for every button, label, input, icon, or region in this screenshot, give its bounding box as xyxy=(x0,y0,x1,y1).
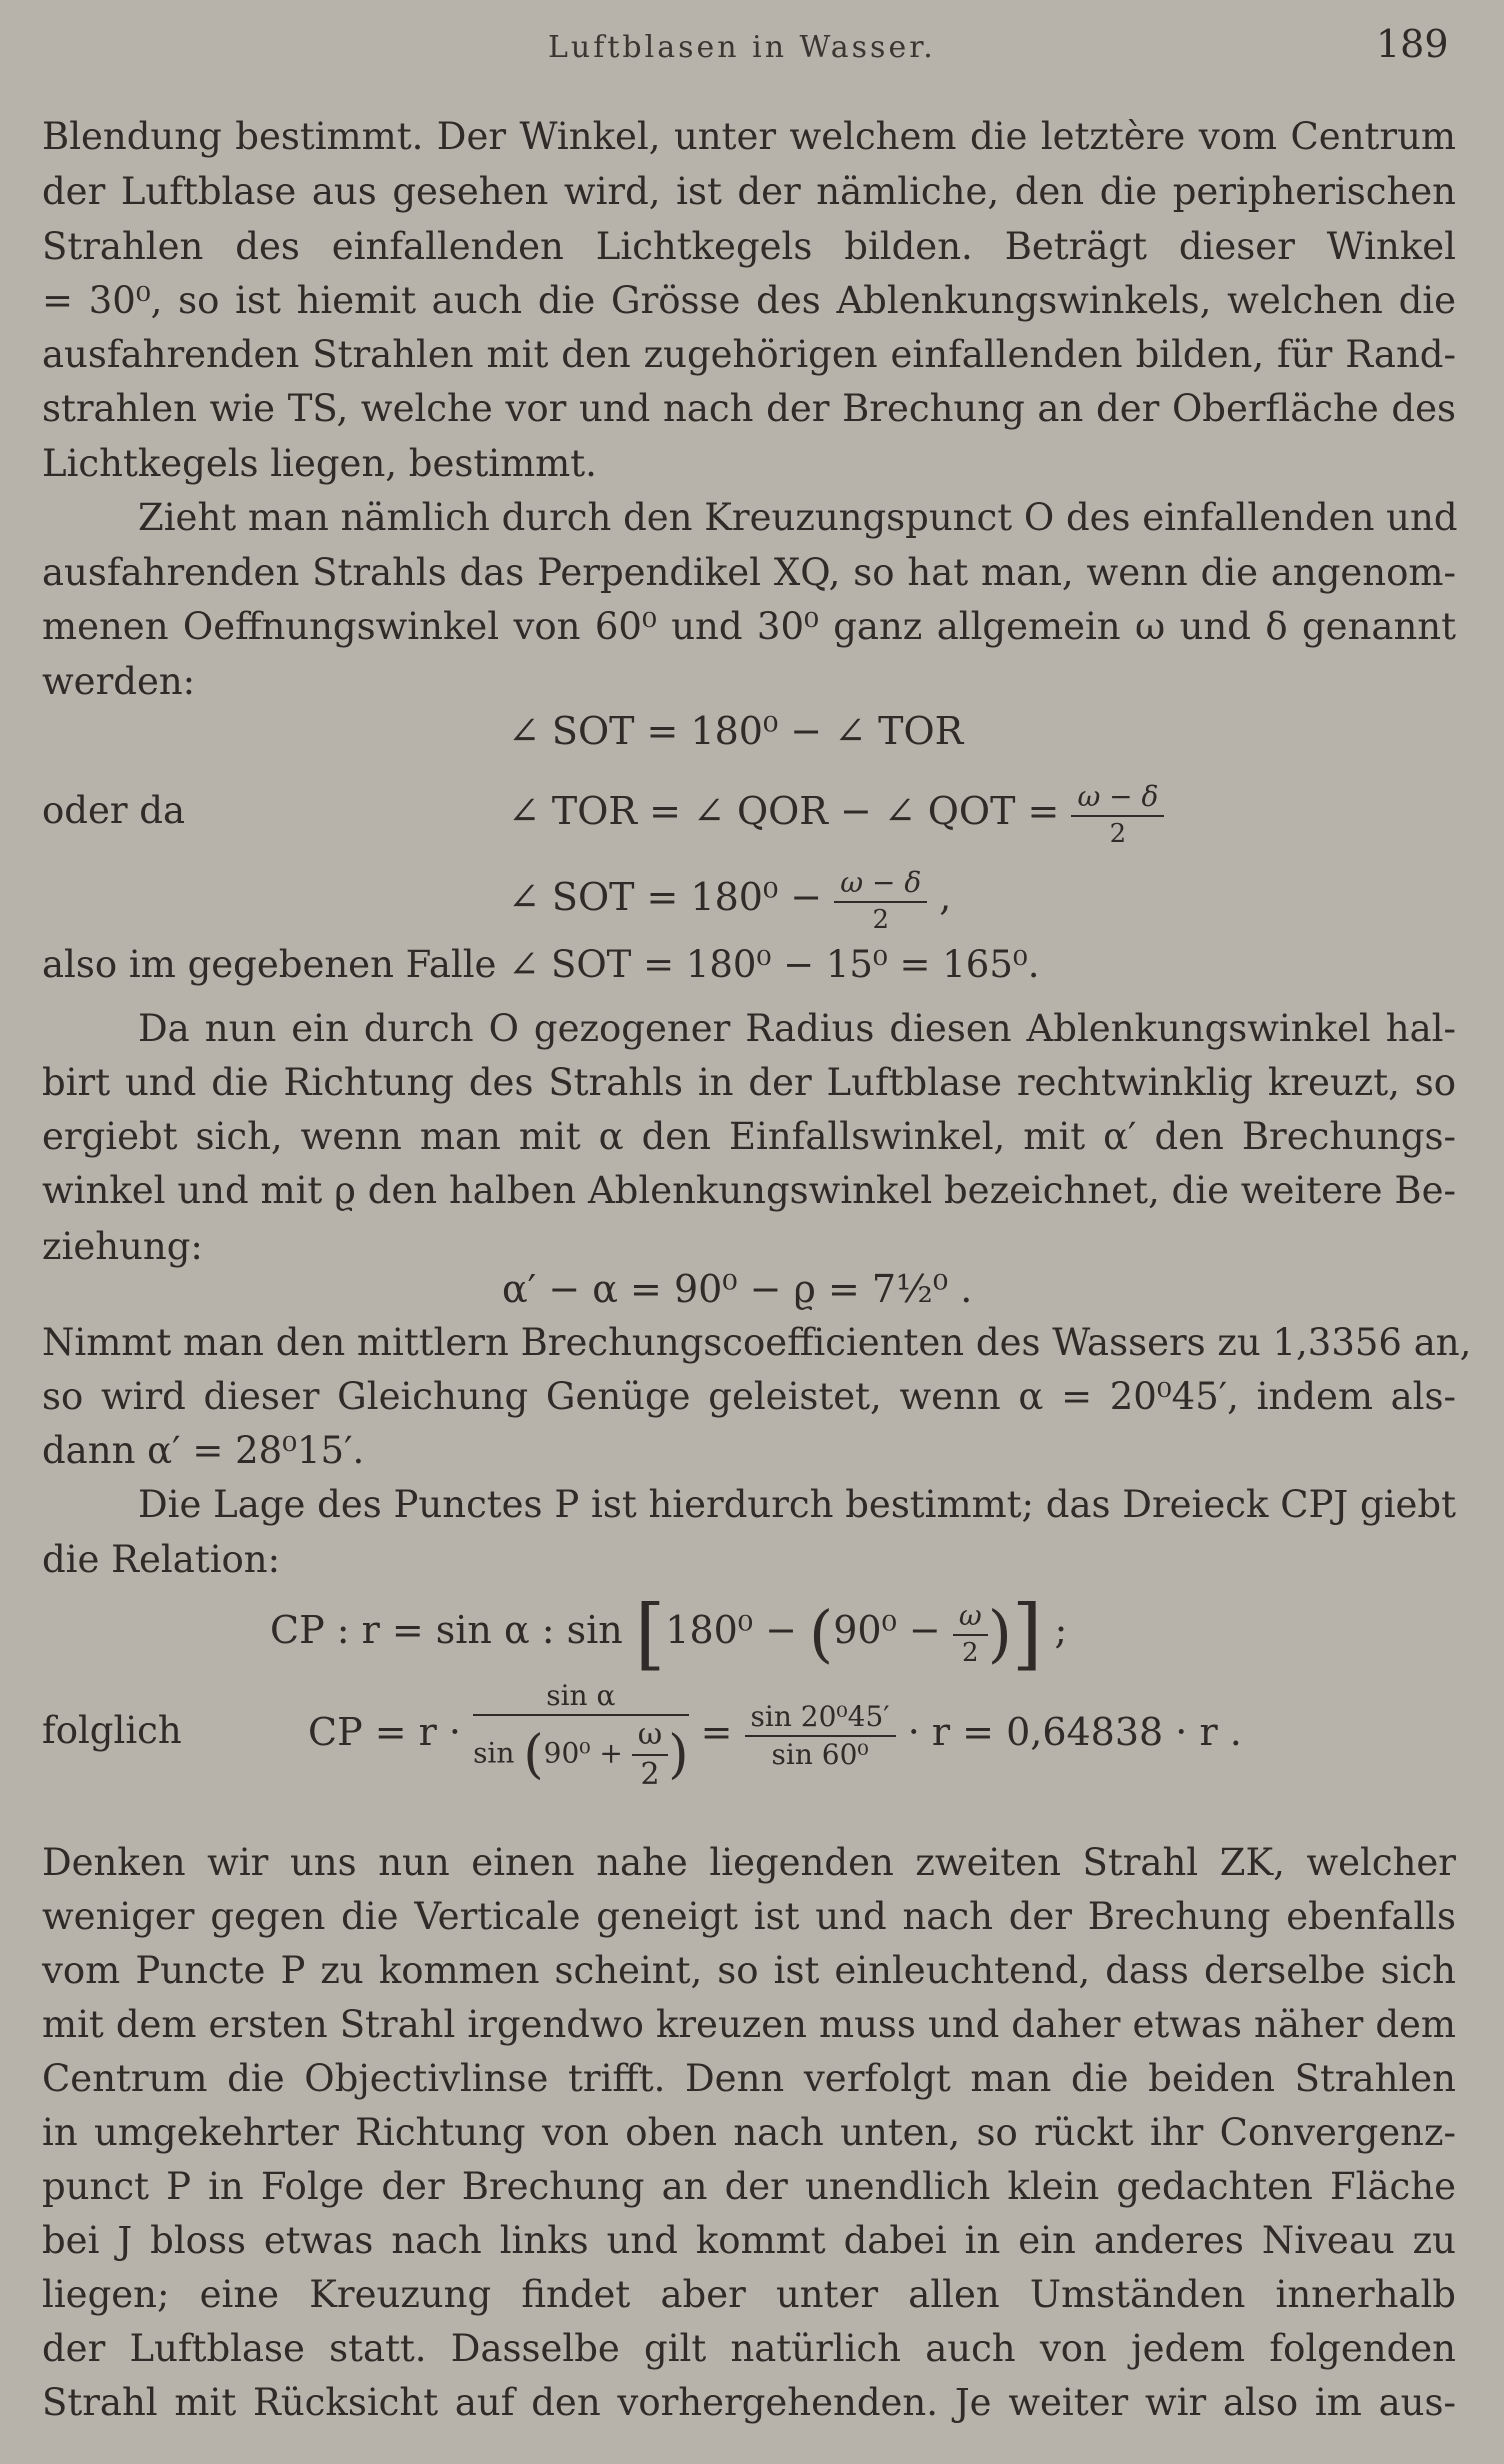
equation-lead: oder da xyxy=(42,789,186,832)
equation-tail: , xyxy=(939,875,952,919)
text-line: Blendung bestimmt. Der Winkel, unter welchem die letztère vom Centrum xyxy=(42,115,1456,158)
equation-body: ∠ TOR = ∠ QOR − ∠ QOT = xyxy=(508,789,1060,833)
open-bracket: [ xyxy=(634,1588,666,1679)
text-line: die Relation: xyxy=(42,1538,281,1581)
text-line: vom Puncte P zu kommen scheint, so ist einleuchtend, dass derselbe sich xyxy=(42,1949,1456,1992)
equation-body: ∠ SOT = 180⁰ − xyxy=(508,875,823,919)
text-line: ergiebt sich, wenn man mit α den Einfallswinkel, mit α′ den Brechungs- xyxy=(42,1115,1456,1158)
fraction xyxy=(632,1716,668,1792)
text-line: weniger gegen die Verticale geneigt ist und nach der Brechung ebenfalls xyxy=(42,1895,1456,1938)
fraction-denominator: 2 xyxy=(962,1637,979,1668)
equation: ∠ SOT = 180⁰ − ∠ TOR xyxy=(508,709,964,753)
text-line: Da nun ein durch O gezogener Radius diesen Ablenkungswinkel hal- xyxy=(138,1007,1456,1050)
equation-tail: ; xyxy=(1054,1608,1068,1652)
text-line: Nimmt man den mittlern Brechungscoefficienten des Wassers zu 1,3356 an, xyxy=(42,1321,1472,1364)
equals-sign: = xyxy=(700,1710,733,1754)
running-head xyxy=(0,22,1504,72)
fraction-denominator: sin 60⁰ xyxy=(771,1737,869,1771)
fraction xyxy=(834,865,927,935)
denominator-sin: sin xyxy=(473,1736,515,1769)
text-line: birt und die Richtung des Strahls in der Luftblase rechtwinklig kreuzt, so xyxy=(42,1061,1456,1104)
text-line: Zieht man nämlich durch den Kreuzungspunct O des einfallenden und xyxy=(138,496,1458,539)
equation-tail: · r = 0,64838 · r . xyxy=(907,1710,1242,1754)
equation-inner: 180⁰ − xyxy=(665,1608,797,1652)
close-paren: ) xyxy=(668,1724,689,1785)
equation-inner: 90⁰ − xyxy=(833,1608,941,1652)
fraction-numerator: ω − δ xyxy=(1071,783,1164,817)
text-line: mit dem ersten Strahl irgendwo kreuzen muss und daher etwas näher dem xyxy=(42,2003,1456,2046)
text-line: liegen; eine Kreuzung findet aber unter allen Umständen innerhalb xyxy=(42,2273,1456,2316)
fraction-numerator: ω xyxy=(632,1720,668,1756)
text-line: werden: xyxy=(42,660,196,703)
equation xyxy=(508,766,1164,856)
text-line: = 30⁰, so ist hiemit auch die Grösse des Ablenkungswinkels, welchen die xyxy=(42,279,1456,322)
text-line: der Luftblase aus gesehen wird, ist der nämliche, den die peripherischen xyxy=(42,170,1456,213)
fraction xyxy=(473,1678,689,1792)
fraction-numerator: sin 20⁰45′ xyxy=(745,1703,896,1737)
fraction xyxy=(745,1699,896,1771)
text-line: Denken wir uns nun einen nahe liegenden zweiten Strahl ZK, welcher xyxy=(42,1841,1456,1884)
close-paren: ) xyxy=(987,1596,1012,1670)
text-line: ausfahrenden Strahlen mit den zugehörigen einfallenden bilden, für Rand- xyxy=(42,333,1456,376)
text-line: also im gegebenen Falle ∠ SOT = 180⁰ − 15⁰ = 165⁰. xyxy=(42,943,1040,986)
text-line: ziehung: xyxy=(42,1225,203,1268)
text-line: Strahl mit Rücksicht auf den vorhergehenden. Je weiter wir also im aus- xyxy=(42,2381,1456,2424)
fraction-numerator: ω − δ xyxy=(834,869,927,903)
text-line: Strahlen des einfallenden Lichtkegels bilden. Beträgt dieser Winkel xyxy=(42,225,1456,268)
fraction-denominator xyxy=(473,1716,688,1790)
text-line: punct P in Folge der Brechung an der unendlich klein gedachten Fläche xyxy=(42,2165,1456,2208)
text-line: der Luftblase statt. Dasselbe gilt natürlich auch von jedem folgenden xyxy=(42,2327,1456,2370)
equation: α′ − α = 90⁰ − ϱ = 7½⁰ . xyxy=(502,1267,973,1311)
equation xyxy=(508,852,951,942)
text-line: bei J bloss etwas nach links und kommt dabei in ein anderes Niveau zu xyxy=(42,2219,1456,2262)
text-line: menen Oeffnungswinkel von 60⁰ und 30⁰ ganz allgemein ω und δ genannt xyxy=(42,605,1456,648)
fraction xyxy=(1071,779,1164,849)
open-paren: ( xyxy=(523,1724,544,1785)
open-paren: ( xyxy=(809,1596,834,1670)
close-bracket: ] xyxy=(1011,1588,1043,1679)
page-number: 189 xyxy=(1376,22,1449,66)
equation xyxy=(270,1580,1067,1680)
text-line: in umgekehrter Richtung von oben nach unten, so rückt ihr Convergenz- xyxy=(42,2111,1456,2154)
text-line: winkel und mit ϱ den halben Ablenkungswinkel bezeichnet, die weitere Be- xyxy=(42,1169,1456,1212)
fraction-denominator: 2 xyxy=(640,1756,660,1792)
fraction xyxy=(953,1598,988,1668)
equation xyxy=(308,1672,1242,1792)
equation-left: CP = r · xyxy=(308,1710,461,1754)
text-line: Lichtkegels liegen, bestimmt. xyxy=(42,442,597,485)
text-line: strahlen wie TS, welche vor und nach der Brechung an der Oberfläche des xyxy=(42,387,1456,430)
text-line: Centrum die Objectivlinse trifft. Denn verfolgt man die beiden Strahlen xyxy=(42,2057,1456,2100)
equation-left: CP : r = sin α : sin xyxy=(270,1608,623,1652)
equation-lead: folglich xyxy=(42,1709,182,1752)
fraction-numerator: sin α xyxy=(473,1682,688,1716)
text-line: so wird dieser Gleichung Genüge geleistet, wenn α = 20⁰45′, indem als- xyxy=(42,1375,1456,1418)
denominator-inner: 90⁰ + xyxy=(543,1736,623,1769)
fraction-denominator: 2 xyxy=(872,904,889,935)
text-line: ausfahrenden Strahls das Perpendikel XQ, so hat man, wenn die angenom- xyxy=(42,551,1456,594)
text-line: dann α′ = 28⁰15′. xyxy=(42,1429,365,1472)
fraction-denominator: 2 xyxy=(1109,818,1127,849)
fraction-numerator: ω xyxy=(953,1602,988,1636)
text-line: Die Lage des Punctes P ist hierdurch bestimmt; das Dreieck CPJ giebt xyxy=(138,1483,1456,1526)
running-title: Luftblasen in Wasser. xyxy=(548,30,936,65)
